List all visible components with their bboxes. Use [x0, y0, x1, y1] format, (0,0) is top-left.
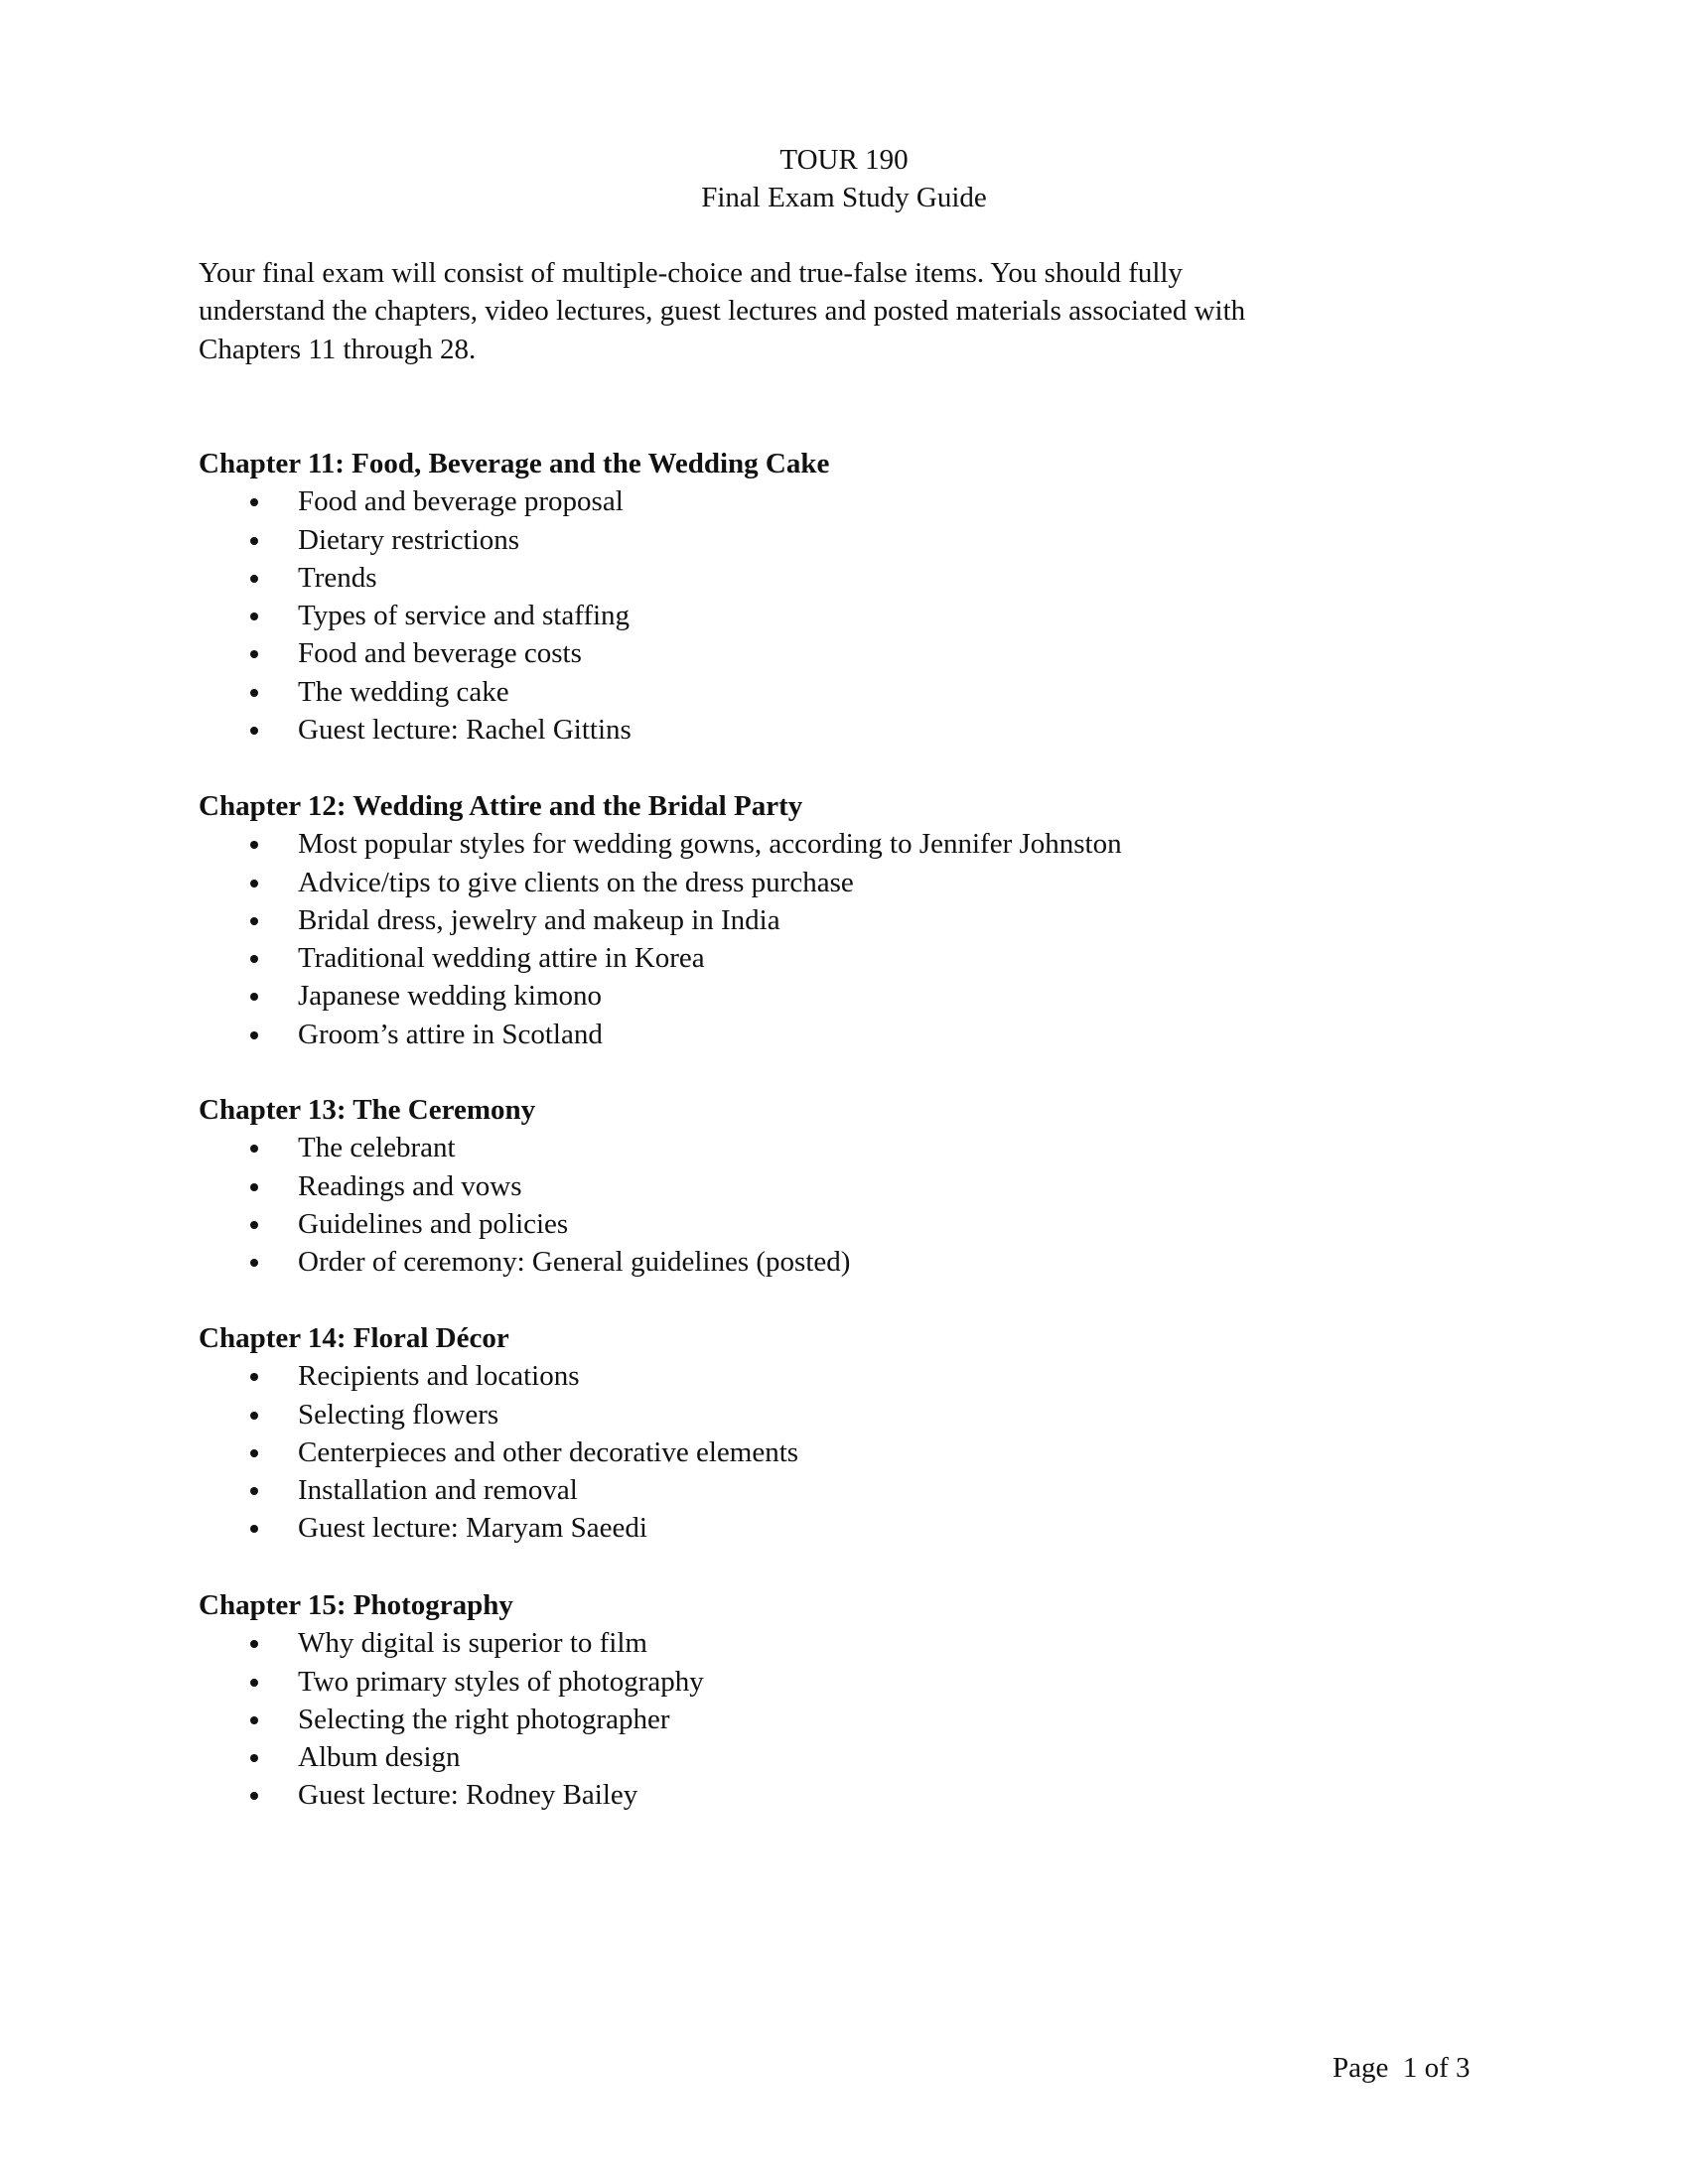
list-item-text: Album design	[298, 1741, 461, 1774]
bullet-icon	[250, 1221, 258, 1229]
bullet-icon	[250, 1145, 258, 1153]
list-item-text: Food and beverage costs	[298, 637, 582, 670]
list-item-text: Readings and vows	[298, 1169, 522, 1202]
list-item-text: The wedding cake	[298, 675, 509, 708]
list-item-text: Most popular styles for wedding gowns, according to Jennifer Johnston	[298, 828, 1122, 861]
intro-paragraph	[199, 254, 1489, 368]
list-item	[199, 1433, 1489, 1471]
intro-line: understand the chapters, video lectures, guest lectures and posted materials associated with	[199, 295, 1246, 328]
bullet-icon	[250, 841, 258, 849]
list-item	[199, 1471, 1489, 1509]
chapter-13-section	[199, 1091, 1489, 1281]
bullet-icon	[250, 880, 258, 887]
bullet-icon	[250, 650, 258, 658]
list-item	[199, 1243, 1489, 1281]
list-item-text: Traditional wedding attire in Korea	[298, 942, 705, 975]
chapter-12-section	[199, 787, 1489, 1053]
list-item	[199, 597, 1489, 634]
list-item-text: Bridal dress, jewelry and makeup in India	[298, 903, 780, 936]
list-item-text: Guest lecture: Rachel Gittins	[298, 714, 632, 747]
bullet-icon	[250, 1449, 258, 1457]
list-item	[199, 939, 1489, 977]
list-item	[199, 1738, 1489, 1776]
list-item	[199, 559, 1489, 597]
list-item	[199, 825, 1489, 863]
bullet-icon	[250, 727, 258, 735]
bullet-icon	[250, 575, 258, 583]
list-item-text: Order of ceremony: General guidelines (posted)	[298, 1246, 851, 1279]
chapter-heading: Chapter 13: The Ceremony	[199, 1094, 536, 1126]
list-item-text: Selecting flowers	[298, 1398, 499, 1431]
bullet-icon	[250, 1525, 258, 1533]
list-item-text: Japanese wedding kimono	[298, 980, 603, 1013]
page-number: Page 1 of 3	[1333, 2052, 1471, 2084]
bullet-icon	[250, 537, 258, 545]
list-item-text: Types of service and staffing	[298, 600, 631, 632]
list-item-text: Two primary styles of photography	[298, 1665, 704, 1698]
list-item-text: Groom’s attire in Scotland	[298, 1018, 603, 1050]
list-item	[199, 1129, 1489, 1166]
topic-list	[199, 482, 1489, 749]
list-item-text: Guest lecture: Maryam Saeedi	[298, 1512, 647, 1545]
list-item	[199, 901, 1489, 939]
list-item	[199, 1509, 1489, 1547]
intro-line: Chapters 11 through 28.	[199, 333, 477, 365]
list-item-text: Guidelines and policies	[298, 1207, 569, 1240]
list-item	[199, 673, 1489, 711]
bullet-icon	[250, 917, 258, 925]
list-item	[199, 482, 1489, 520]
chapter-heading: Chapter 15: Photography	[199, 1589, 513, 1621]
bullet-icon	[250, 1716, 258, 1724]
list-item-text: Centerpieces and other decorative elements	[298, 1435, 799, 1468]
topic-list	[199, 825, 1489, 1053]
bullet-icon	[250, 1373, 258, 1381]
list-item	[199, 1701, 1489, 1738]
list-item-text: Food and beverage proposal	[298, 485, 624, 518]
list-item	[199, 634, 1489, 672]
list-item-text: Dietary restrictions	[298, 523, 520, 556]
list-item	[199, 1016, 1489, 1053]
chapter-15-section	[199, 1586, 1489, 1815]
list-item	[199, 977, 1489, 1015]
list-item	[199, 1205, 1489, 1243]
bullet-icon	[250, 1487, 258, 1495]
bullet-icon	[250, 1031, 258, 1039]
list-item-text: Selecting the right photographer	[298, 1703, 670, 1735]
list-item-text: Recipients and locations	[298, 1360, 580, 1393]
list-item	[199, 1663, 1489, 1701]
list-item-text: Guest lecture: Rodney Bailey	[298, 1779, 638, 1812]
list-item-text: Installation and removal	[298, 1474, 578, 1507]
topic-list	[199, 1624, 1489, 1814]
list-item-text: Why digital is superior to film	[298, 1627, 647, 1660]
list-item	[199, 1396, 1489, 1433]
bullet-icon	[250, 993, 258, 1001]
bullet-icon	[250, 1679, 258, 1687]
course-code: TOUR 190	[779, 144, 909, 176]
bullet-icon	[250, 1259, 258, 1267]
chapter-11-section	[199, 445, 1489, 749]
list-item	[199, 1624, 1489, 1662]
list-item	[199, 1167, 1489, 1205]
bullet-icon	[250, 1412, 258, 1420]
bullet-icon	[250, 1754, 258, 1762]
list-item-text: Advice/tips to give clients on the dress purchase	[298, 866, 854, 898]
list-item	[199, 864, 1489, 901]
chapter-heading: Chapter 12: Wedding Attire and the Bridal Party	[199, 790, 803, 822]
bullet-icon	[250, 955, 258, 963]
bullet-icon	[250, 689, 258, 697]
bullet-icon	[250, 1792, 258, 1800]
list-item	[199, 1776, 1489, 1814]
topic-list	[199, 1129, 1489, 1281]
list-item-text: Trends	[298, 561, 377, 594]
document-title: Final Exam Study Guide	[701, 182, 987, 213]
list-item-text: The celebrant	[298, 1132, 456, 1164]
list-item	[199, 521, 1489, 559]
bullet-icon	[250, 1183, 258, 1191]
bullet-icon	[250, 498, 258, 506]
bullet-icon	[250, 613, 258, 620]
chapter-heading: Chapter 14: Floral Décor	[199, 1322, 509, 1354]
topic-list	[199, 1357, 1489, 1547]
list-item	[199, 711, 1489, 749]
chapter-heading: Chapter 11: Food, Beverage and the Wedding Cake	[199, 448, 830, 479]
list-item	[199, 1357, 1489, 1395]
bullet-icon	[250, 1640, 258, 1648]
chapter-14-section	[199, 1319, 1489, 1548]
document-header	[0, 141, 1688, 216]
intro-line: Your final exam will consist of multiple-choice and true-false items. You should fully	[199, 257, 1183, 289]
